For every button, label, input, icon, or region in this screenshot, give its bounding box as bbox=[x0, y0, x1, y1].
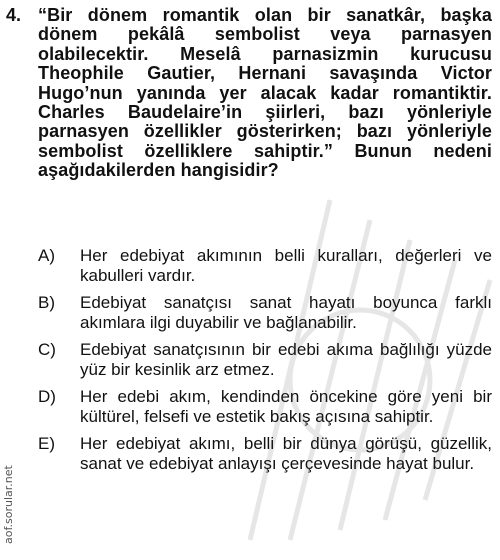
question-number: 4. bbox=[6, 5, 22, 25]
answer-options bbox=[38, 246, 492, 481]
site-watermark-label: aof.sorular.net bbox=[2, 465, 15, 544]
option-e-letter: E) bbox=[38, 434, 55, 453]
option-e-text: Her edebiyat akımı, belli bir dünya görüşü, güzellik, sanat ve edebiyat anlayışı çerçevesinde hayat bulur. bbox=[80, 434, 492, 473]
option-c-text: Edebiyat sanatçısının bir edebi akıma bağlılığı yüzde yüz bir kesinlik arz etmez. bbox=[80, 340, 492, 379]
option-a-letter: A) bbox=[38, 246, 55, 265]
option-a[interactable] bbox=[38, 246, 492, 285]
option-c[interactable] bbox=[38, 340, 492, 379]
option-b-text: Edebiyat sanatçısı sanat hayatı boyunca farklı akımlara ilgi duyabilir ve bağlanabilir. bbox=[80, 293, 492, 332]
question-stem: “Bir dönem romantik olan bir sanatkâr, başka dönem pekâlâ sembolist veya parnasyen olabilecektir. Meselâ parnasizmin kurucusu Theophile Gautier, Hernani savaşında Victor Hugo’nun yanında yer alacak kadar romantiktir. Charles Baudelaire’in şiirleri, bazı yönleriyle parnasyen özellikler gösterirken; bazı yönleriyle sembolist özelliklere sahiptir.” Bunun nedeni aşağıdakilerden hangisidir? bbox=[38, 5, 492, 181]
option-b[interactable] bbox=[38, 293, 492, 332]
option-b-letter: B) bbox=[38, 293, 55, 312]
option-a-text: Her edebiyat akımının belli kuralları, değerleri ve kabulleri vardır. bbox=[80, 246, 492, 285]
option-c-letter: C) bbox=[38, 340, 56, 359]
option-e[interactable] bbox=[38, 434, 492, 473]
option-d-text: Her edebi akım, kendinden öncekine göre yeni bir kültürel, felsefi ve estetik bakış açısına sahiptir. bbox=[80, 387, 492, 426]
option-d[interactable] bbox=[38, 387, 492, 426]
option-d-letter: D) bbox=[38, 387, 56, 406]
